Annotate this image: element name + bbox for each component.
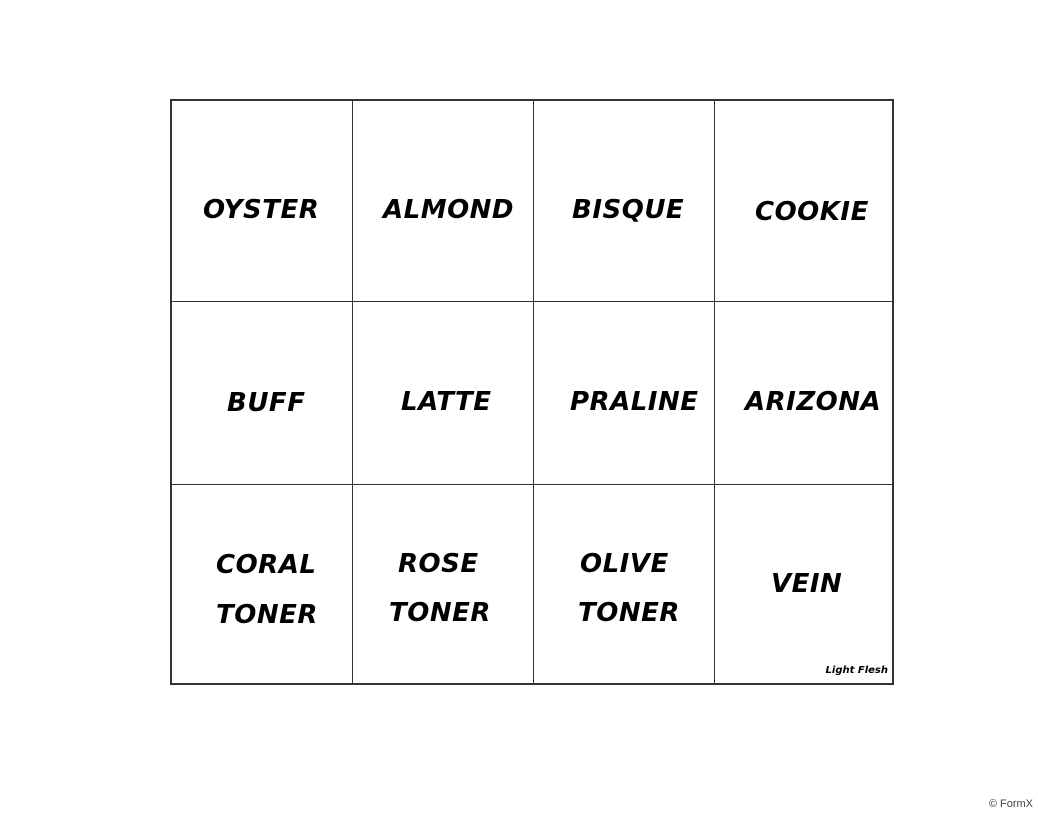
swatch-label: OYSTER: [203, 195, 320, 225]
swatch-label-line-2: TONER: [578, 598, 680, 628]
swatch-cell-olive-toner: [534, 485, 715, 683]
swatch-label-line-1: CORAL: [216, 550, 317, 580]
swatch-label-line-1: ROSE: [398, 549, 479, 579]
swatch-label: VEIN: [771, 569, 843, 599]
color-swatch-grid: [170, 99, 894, 685]
swatch-label: LATTE: [401, 387, 492, 417]
swatch-label: ALMOND: [383, 195, 515, 225]
copyright-footer: © FormX: [988, 798, 1033, 810]
swatch-cell-almond: [353, 101, 534, 302]
swatch-cell-coral-toner: [172, 485, 353, 683]
swatch-cell-rose-toner: [353, 485, 534, 683]
swatch-cell-arizona: [715, 302, 892, 485]
swatch-label: ARIZONA: [745, 387, 882, 417]
swatch-label: COOKIE: [755, 197, 869, 227]
swatch-label-line-2: TONER: [389, 598, 491, 628]
swatch-note: Light Flesh: [825, 665, 888, 676]
swatch-cell-vein: [715, 485, 892, 683]
swatch-label: PRALINE: [570, 387, 699, 417]
swatch-cell-oyster: [172, 101, 353, 302]
swatch-cell-buff: [172, 302, 353, 485]
swatch-label: BISQUE: [572, 195, 685, 225]
swatch-label-line-1: OLIVE: [580, 549, 669, 579]
swatch-cell-bisque: [534, 101, 715, 302]
swatch-cell-latte: [353, 302, 534, 485]
swatch-label-line-2: TONER: [216, 600, 318, 630]
swatch-label: BUFF: [227, 388, 306, 418]
swatch-cell-cookie: [715, 101, 892, 302]
swatch-cell-praline: [534, 302, 715, 485]
